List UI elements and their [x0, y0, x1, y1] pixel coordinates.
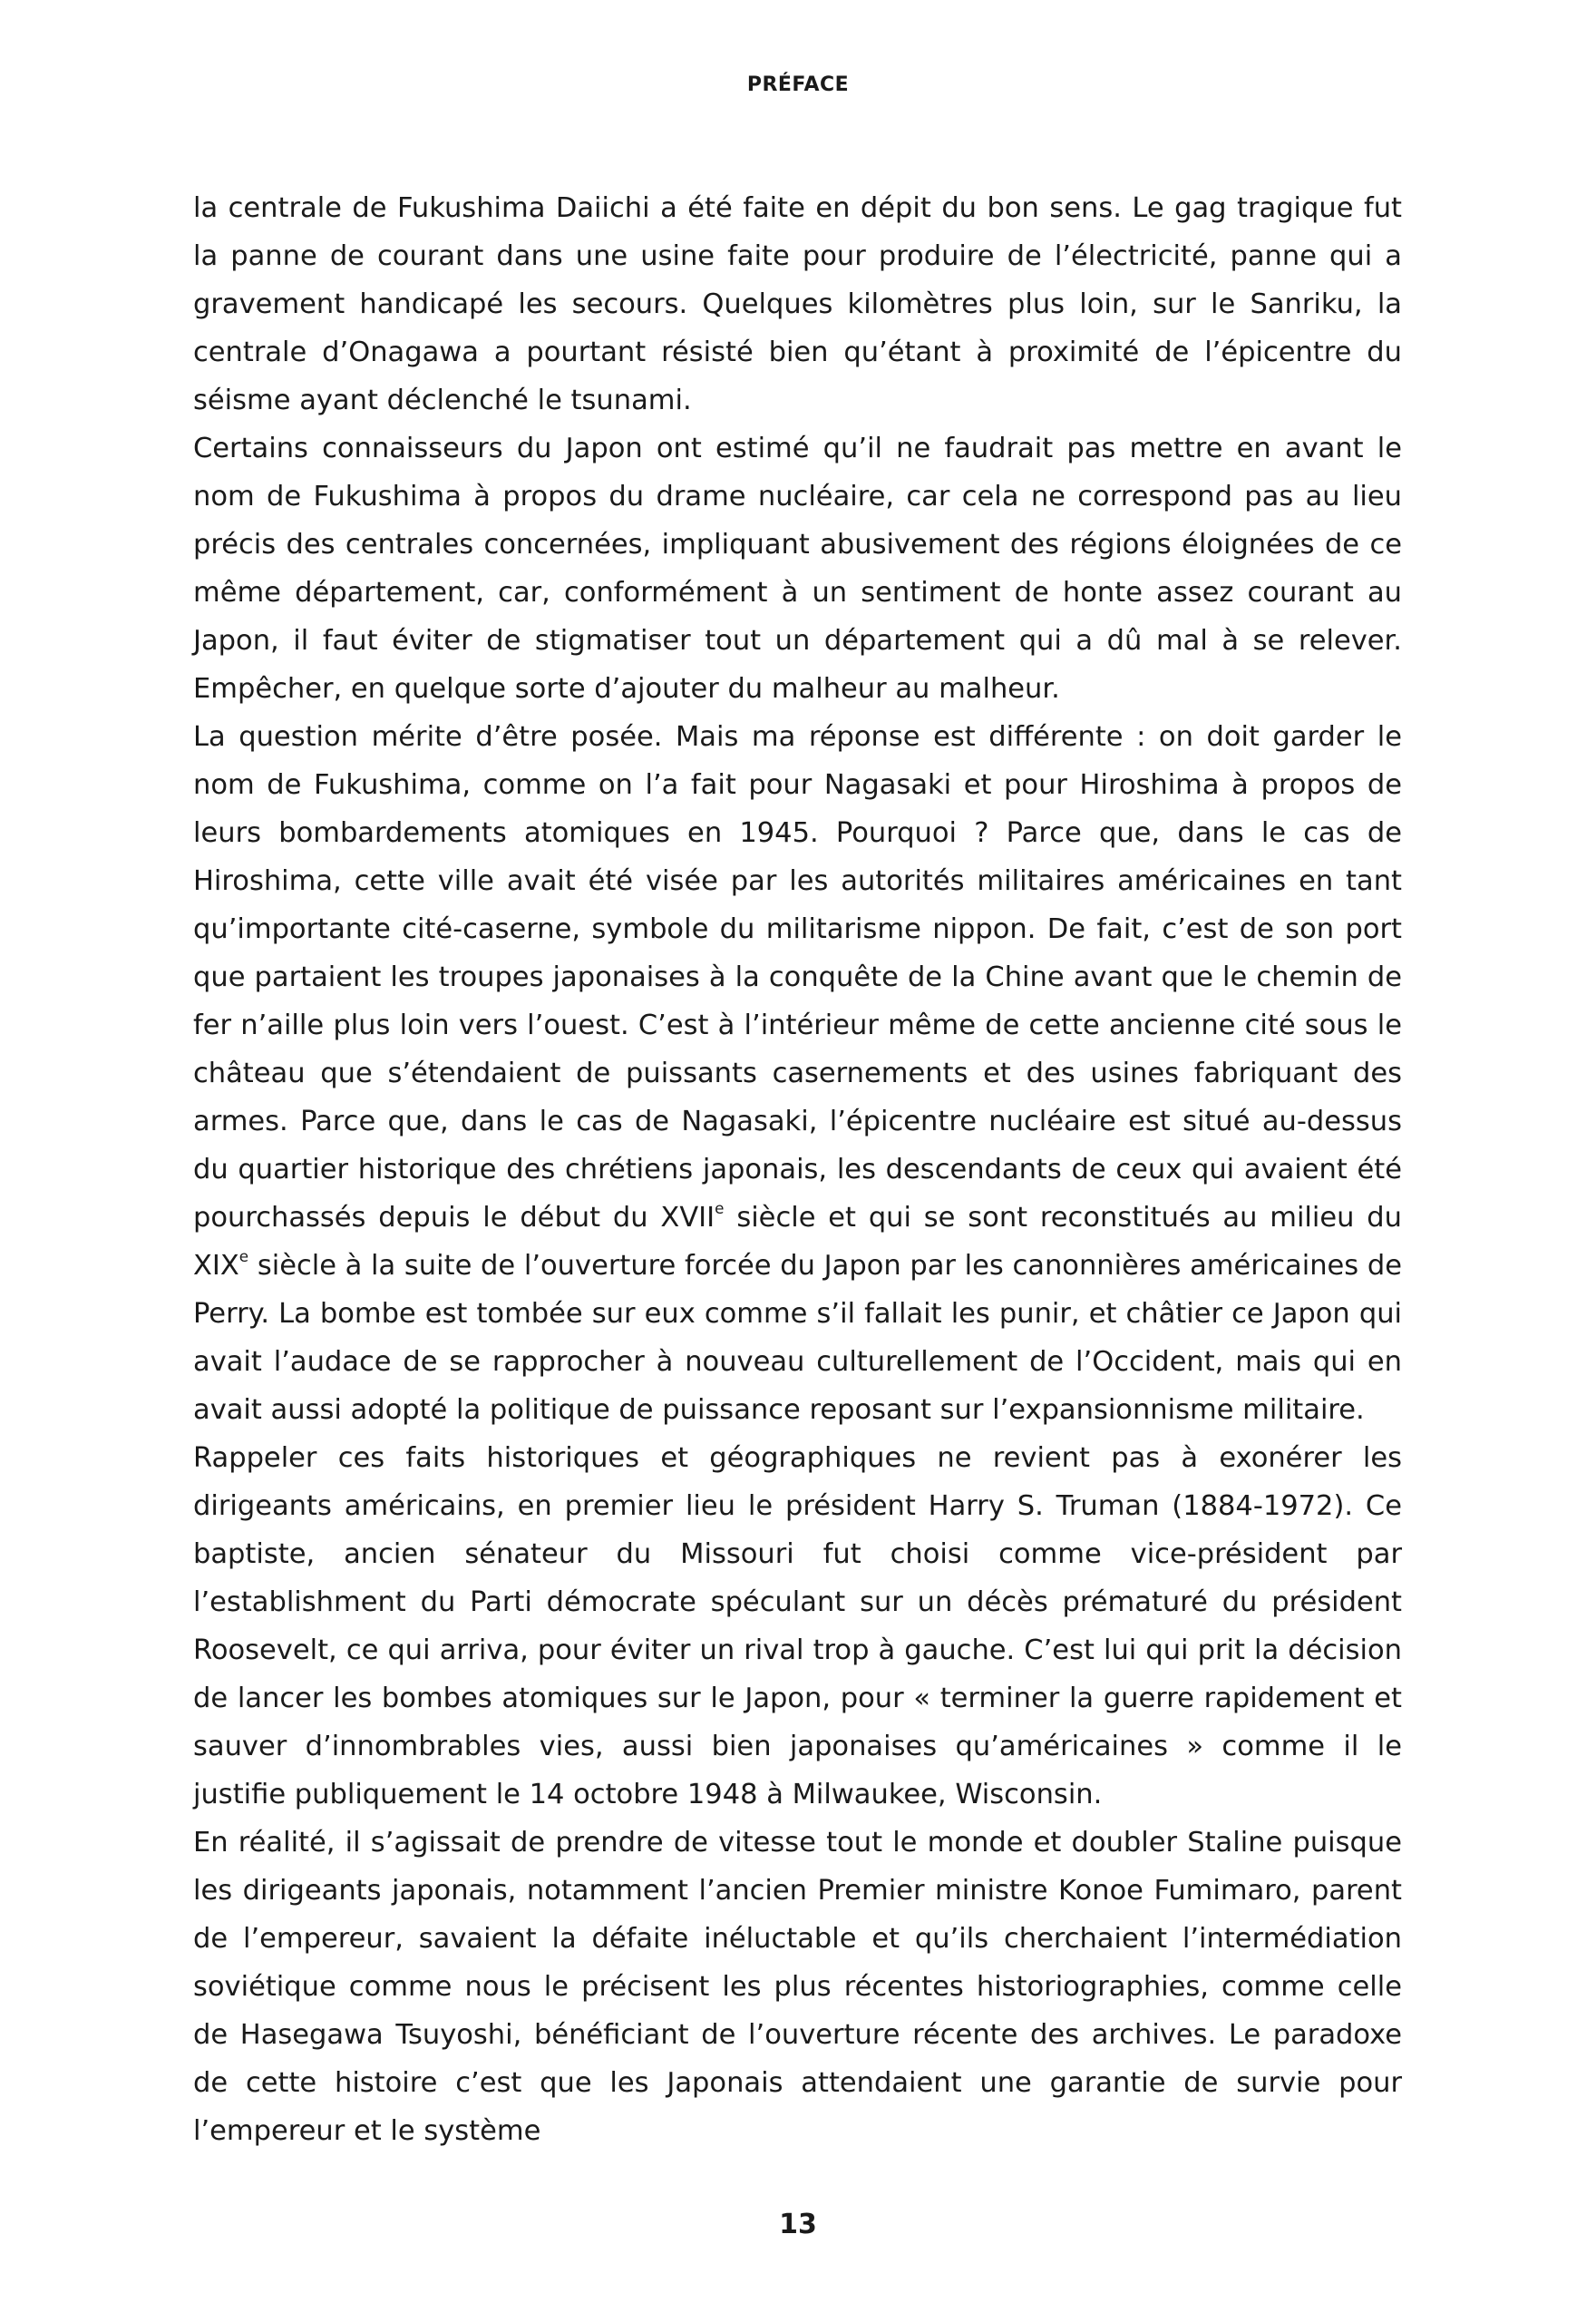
paragraph-3 — [193, 713, 1402, 1434]
paragraph-4: Rappeler ces faits historiques et géographiques ne revient pas à exonérer les dirigeants américains, en premier lieu le président Harry S. Truman (1884-1972). Ce baptiste, ancien sénateur du Missouri fut choisi comme vice-président par l’establishment du Parti démocrate spéculant sur un décès prématuré du président Roosevelt, ce qui arriva, pour éviter un rival trop à gauche. C’est lui qui prit la décision de lancer les bombes atomiques sur le Japon, pour « terminer la guerre rapidement et sauver d’innombrables vies, aussi bien japonaises qu’américaines » comme il le justifie publiquement le 14 octobre 1948 à Milwaukee, Wisconsin. — [193, 1442, 1402, 1810]
paragraph-3-part-a: La question mérite d’être posée. Mais ma réponse est différente : on doit garder le nom de Fukushima, comme on l’a fait pour Nagasaki et pour Hiroshima à propos de leurs bombardements atomiques en 1945. Pourquoi ? Parce que, dans le cas de Hiroshima, cette ville avait été visée par les autorités militaires américaines en tant qu’importante cité-caserne, symbole du militarisme nippon. De fait, c’est de son port que partaient les troupes japonaises à la conquête de la Chine avant que le chemin de fer n’aille plus loin vers l’ouest. C’est à l’intérieur même de cette ancienne cité sous le château que s’étendaient de puissants casernements et des usines fabriquant des armes. Parce que, dans le cas de Nagasaki, l’épicentre nucléaire est situé au-dessus du quartier historique des chrétiens japonais, les descendants de ceux qui avaient été pourchassés depuis le début du XVII — [193, 721, 1402, 1234]
running-header: PRÉFACE — [746, 73, 850, 96]
paragraph-3-part-b: siècle et qui se sont reconstitués au milieu du XIX — [193, 1202, 1402, 1282]
paragraph-3-part-c: siècle à la suite de l’ouverture forcée du Japon par les canonnières américaines de Perry. La bombe est tombée sur eux comme s’il fallait les punir, et châtier ce Japon qui avait l’audace de se rapprocher à nouveau culturellement de l’Occident, mais qui en avait aussi adopté la politique de puissance reposant sur l’expansionnisme militaire. — [193, 1250, 1402, 1426]
body-text — [193, 184, 1402, 2155]
paragraph-2: Certains connaisseurs du Japon ont estimé qu’il ne faudrait pas mettre en avant le nom de Fukushima à propos du drame nucléaire, car cela ne correspond pas au lieu précis des centrales concernées, impliquant abusivement des régions éloignées de ce même département, car, conformément à un sentiment de honte assez courant au Japon, il faut éviter de stigmatiser tout un département qui a dû mal à se relever. Empêcher, en quelque sorte d’ajouter du malheur au malheur. — [193, 433, 1402, 705]
page-number: 13 — [779, 2209, 817, 2240]
superscript-e: e — [715, 1198, 725, 1217]
paragraph-5: En réalité, il s’agissait de prendre de vitesse tout le monde et doubler Staline puisque les dirigeants japonais, notamment l’ancien Premier ministre Konoe Fumimaro, parent de l’empereur, savaient la défaite inéluctable et qu’ils cherchaient l’intermédiation soviétique comme nous le précisent les plus récentes historiographies, comme celle de Hasegawa Tsuyoshi, bénéficiant de l’ouverture récente des archives. Le paradoxe de cette histoire c’est que les Japonais attendaient une garantie de survie pour l’empereur et le système — [193, 1827, 1402, 2147]
paragraph-1: la centrale de Fukushima Daiichi a été faite en dépit du bon sens. Le gag tragique fut la panne de courant dans une usine faite pour produire de l’électricité, panne qui a gravement handicapé les secours. Quelques kilomètres plus loin, sur le Sanriku, la centrale d’Onagawa a pourtant résisté bien qu’étant à proximité de l’épicentre du séisme ayant déclenché le tsunami. — [193, 192, 1402, 416]
superscript-e: e — [238, 1246, 249, 1265]
